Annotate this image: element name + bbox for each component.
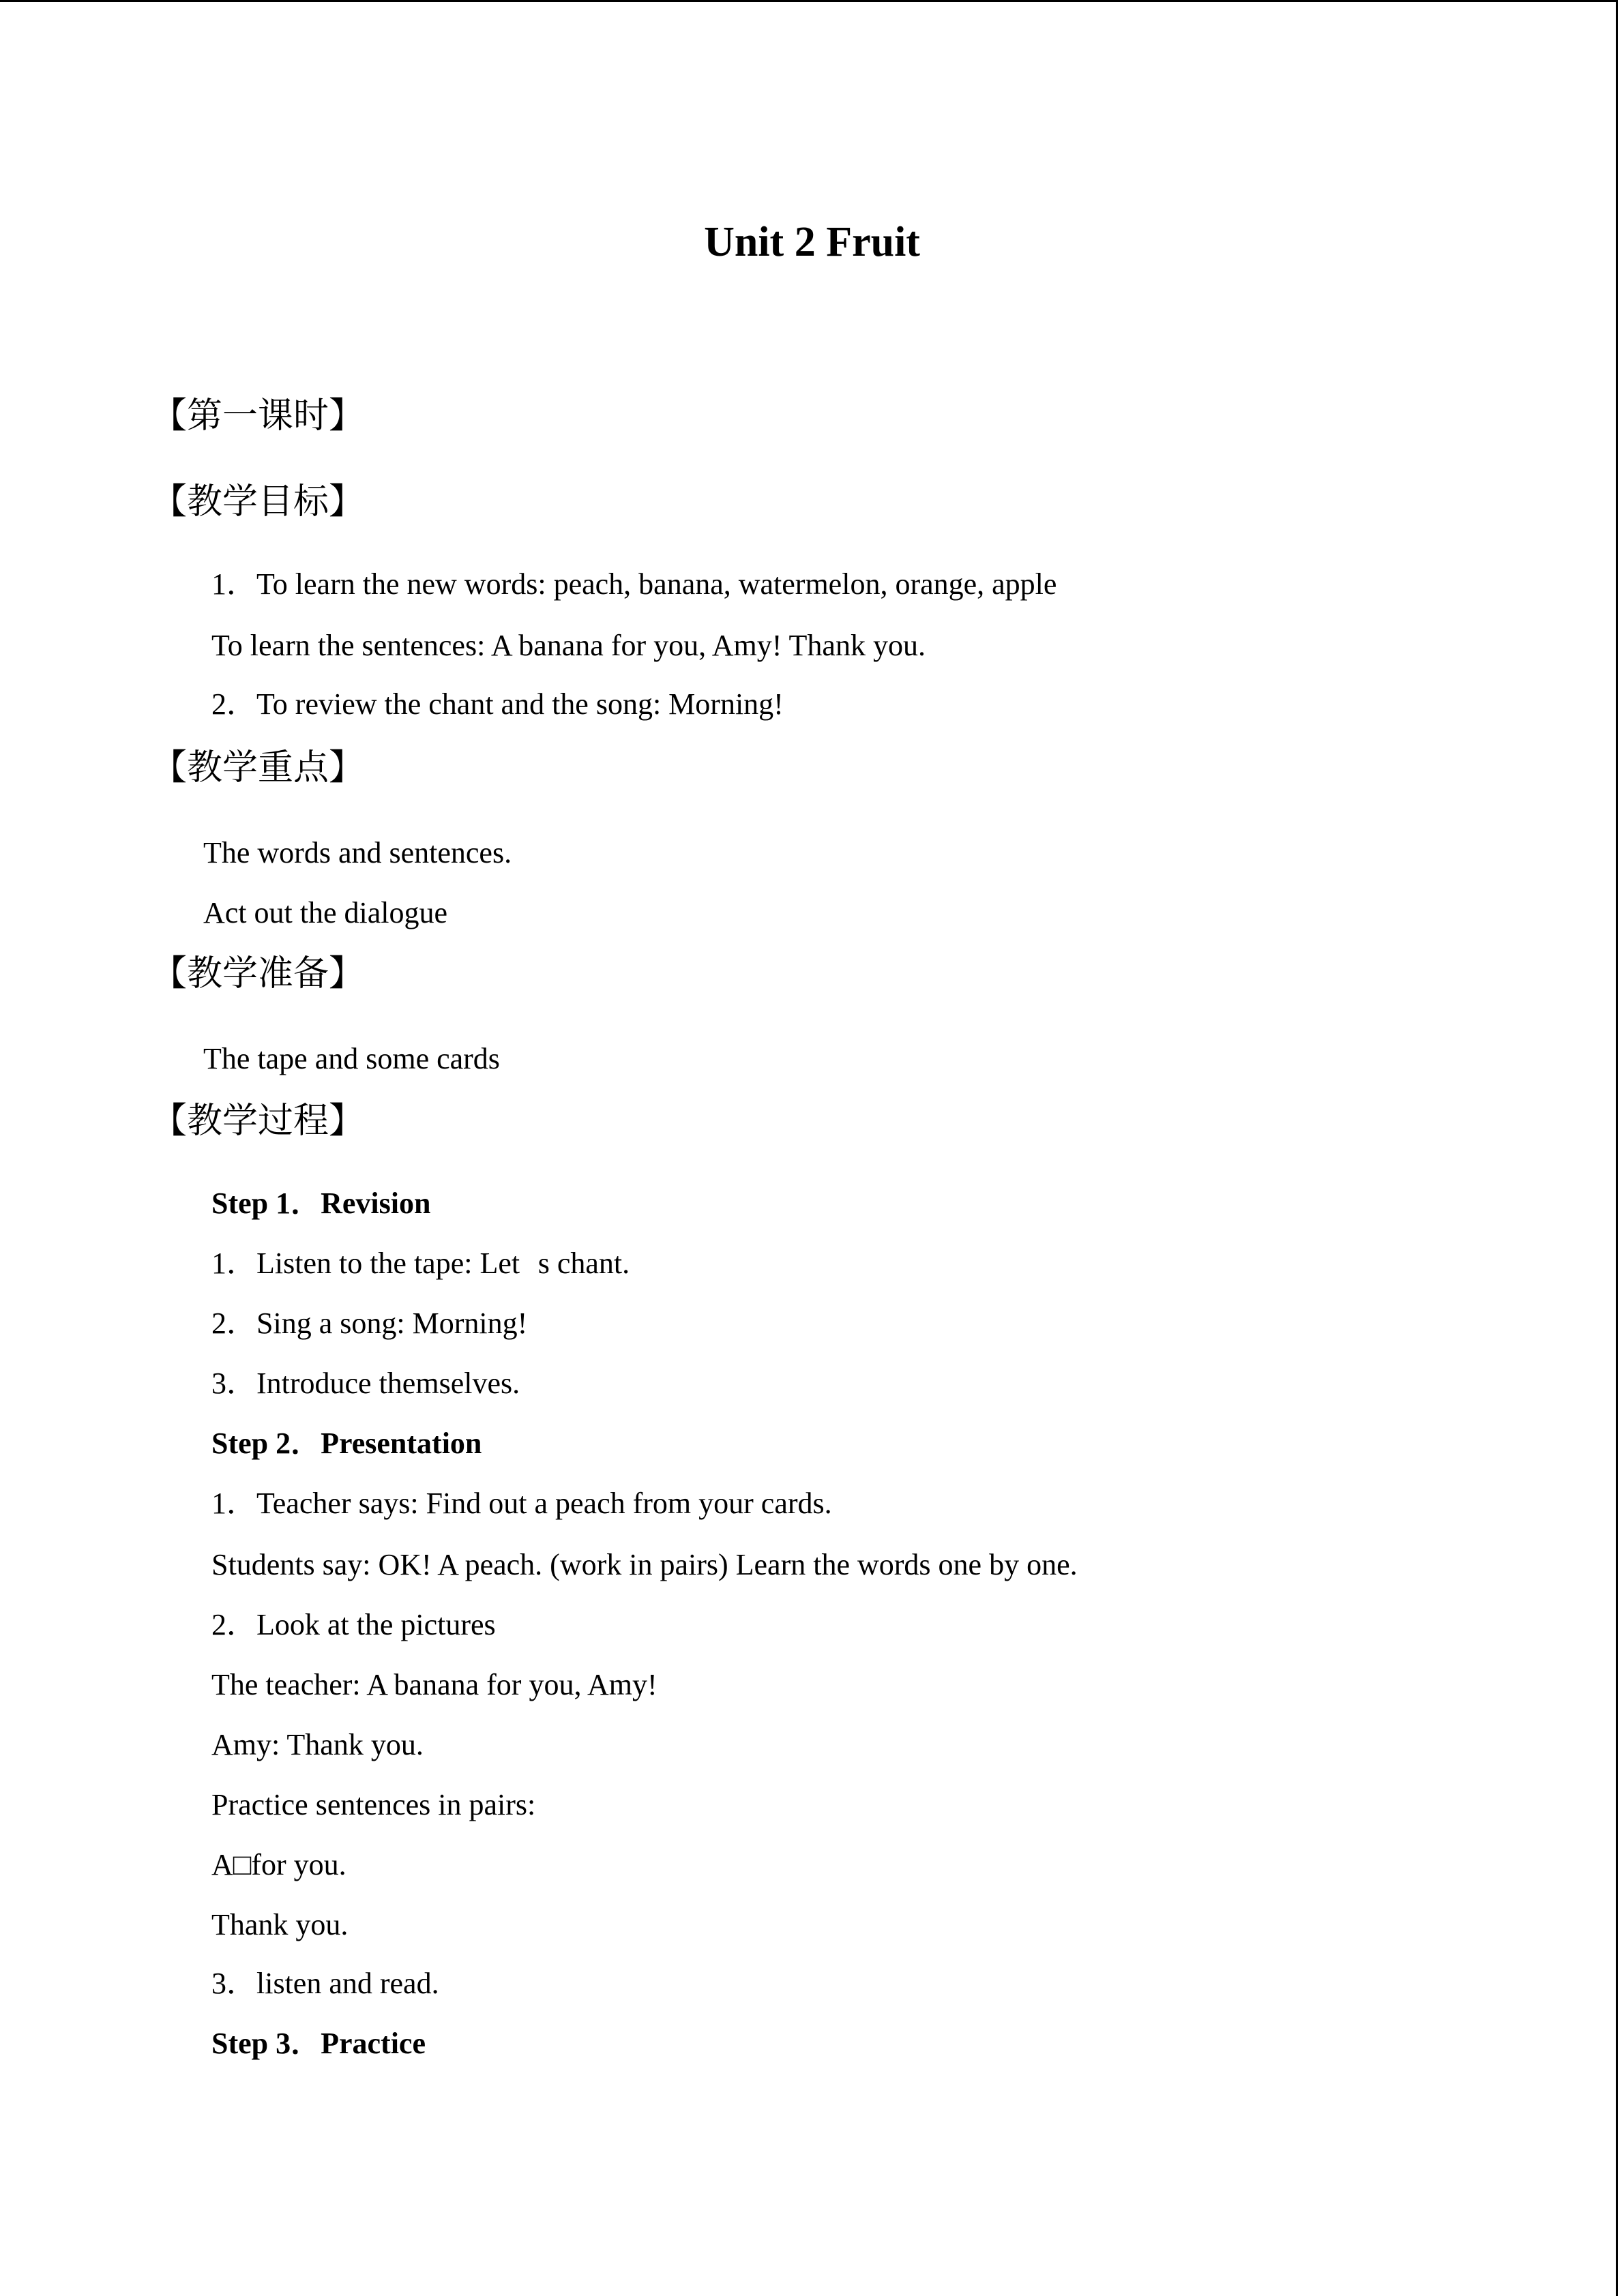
step-2-label: Step 2．Presentation (211, 1427, 482, 1460)
step-1-label: Step 1．Revision (211, 1187, 431, 1220)
step-2-item: 3．listen and read. (211, 1967, 439, 2000)
objective-item: 1．To learn the new words: peach, banana, watermelon, orange, apple (211, 567, 1057, 601)
lesson-heading: 【第一课时】 (151, 396, 365, 436)
step-2-item: Practice sentences in pairs: (211, 1788, 536, 1821)
step-2-item: The teacher: A banana for you, Amy! (211, 1668, 658, 1701)
key-points-heading: 【教学重点】 (151, 747, 365, 788)
step-2-item: 1．Teacher says: Find out a peach from your cards. (211, 1487, 832, 1520)
document-title: Unit 2 Fruit (704, 219, 920, 265)
step-2-item: A□for you. (211, 1848, 346, 1881)
objective-item: To learn the sentences: A banana for you, Amy! Thank you. (211, 629, 926, 662)
preparation-item: The tape and some cards (203, 1042, 500, 1075)
step-1-item: 1．Listen to the tape: Lets chant. (211, 1247, 630, 1280)
step-1-item: 3．Introduce themselves. (211, 1367, 520, 1400)
step-2-item: Students say: OK! A peach. (work in pairs) Learn the words one by one. (211, 1548, 1078, 1581)
objective-item: 2．To review the chant and the song: Morning! (211, 687, 784, 721)
step-3-label: Step 3．Practice (211, 2027, 426, 2060)
step-2-item: Amy: Thank you. (211, 1728, 424, 1761)
step-2-item: 2．Look at the pictures (211, 1608, 496, 1641)
preparation-heading: 【教学准备】 (151, 953, 365, 994)
key-point-item: Act out the dialogue (203, 896, 448, 929)
objectives-heading: 【教学目标】 (151, 481, 365, 522)
key-point-item: The words and sentences. (203, 836, 512, 869)
step-1-item: 2．Sing a song: Morning! (211, 1307, 528, 1340)
step-2-item: Thank you. (211, 1908, 349, 1941)
process-heading: 【教学过程】 (151, 1101, 365, 1142)
